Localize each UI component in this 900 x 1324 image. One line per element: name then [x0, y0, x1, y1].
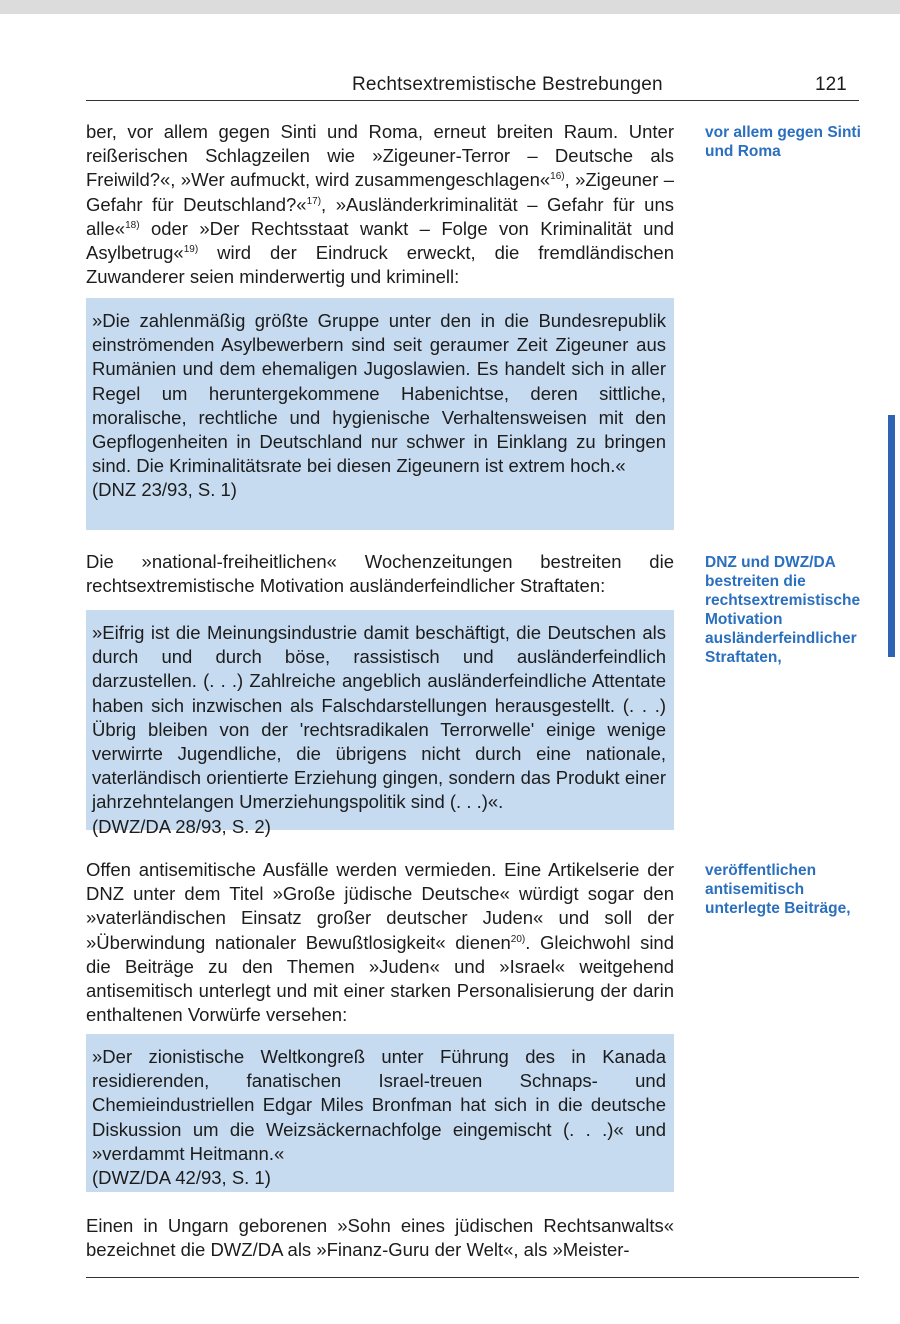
footnote-ref-18: 18) — [125, 219, 140, 231]
paragraph-text: wird der Eindruck erweckt, die fremdländischen Zuwanderer seien minderwertig und kriminell: — [86, 242, 674, 288]
paragraph-text: ber, vor allem gegen Sinti und Roma, erneut breiten Raum. Unter reißerischen Schlagzeilen wie »Zigeuner-Terror – Deutsche als Freiwild?«, »Wer aufmuckt, wird zusammengeschlagen« — [86, 121, 674, 191]
quote-block-1 — [86, 298, 674, 530]
paragraph-text: oder »Der Rechtsstaat wankt – Folge von Kriminalität und Asylbetrug« — [86, 217, 674, 264]
margin-note-dnz-dwz: DNZ und DWZ/DA bestreiten die rechtsextremistische Motivation ausländerfeindlicher Straftaten, — [705, 554, 861, 666]
footnote-ref-19: 19) — [183, 243, 199, 255]
quote-source: (DWZ/DA 42/93, S. 1) — [92, 1167, 271, 1189]
paragraph-2: Die »national-freiheitlichen« Wochenzeitungen bestreiten die rechtsextremistische Motivation ausländerfeindlicher Straftaten: — [86, 551, 674, 597]
paragraph-text: , »Ausländerkriminalität – Gefahr für uns alle« — [86, 193, 674, 239]
quote-text: »Der zionistische Weltkongreß unter Führung des in Kanada residierenden, fanatischen Israel-treuen Schnaps- und Chemieindustriellen Edgar Miles Bronfman hat sich in die deutsche Diskussion um die Weizsäckernachfolge eingemischt (. . .)« und »verdammt Heitmann.« — [92, 1046, 666, 1164]
margin-change-bar — [888, 415, 895, 657]
scan-top-edge — [0, 0, 900, 14]
quote-block-3 — [86, 1034, 674, 1192]
quote-text: »Eifrig ist die Meinungsindustrie damit beschäftigt, die Deutschen als durch und durch böse, rassistisch und ausländerfeindlich darzustellen. (. . .) Zahlreiche angeblich ausländerfeindliche Attentate haben sich inzwischen als Falschdarstellungen herausgestellt. (. . .) Übrig bleiben von der 'rechtsradikalen Terrorwelle' einige wenige verwirrte Jugendliche, die übrigens nicht durch eine nationale, vaterländisch orientierte Erziehung gingen, sondern das Produkt einer jahrzehntelangen Umerziehungspolitik sind (. . .)«. — [92, 622, 666, 813]
footnote-ref-16: 16) — [550, 171, 565, 183]
paragraph-text: . Gleichwohl sind die Beiträge zu den Themen »Juden« und »Israel« weitgehend antisemitisch unterlegt und mit einer starken Personalisierung der darin enthaltenen Vorwürfe versehen: — [86, 931, 675, 1026]
quote-source: (DNZ 23/93, S. 1) — [92, 479, 237, 501]
margin-note-sinti-roma: vor allem gegen Sinti und Roma — [705, 124, 861, 160]
header-rule — [86, 100, 859, 101]
paragraph-text: , »Zigeuner – Gefahr für Deutschland?« — [86, 169, 675, 215]
quote-source: (DWZ/DA 28/93, S. 2) — [92, 815, 271, 837]
margin-note-antisemitic: veröffentlichen antisemitisch unterlegte Beiträge, — [705, 862, 851, 917]
footnote-ref-17: 17) — [306, 195, 322, 207]
quote-block-2 — [86, 610, 674, 837]
page-number: 121 — [815, 74, 847, 95]
paragraph-text: Offen antisemitische Ausfälle werden vermieden. Eine Artikelserie der DNZ unter dem Titel »Große jüdische Deutsche« würdigt sogar den »vaterländischen Einsatz großer deutscher Juden« und soll der »Überwindung nationaler Bewußtlosigkeit« dienen — [86, 859, 674, 953]
paragraph-3 — [86, 858, 674, 1027]
quote-text: »Die zahlenmäßig größte Gruppe unter den in die Bundesrepublik einströmenden Asylbewerbern sind seit geraumer Zeit Zigeuner aus Rumänien und dem ehemaligen Jugoslawien. Es handelt sich in aller Regel um heruntergekommene Habenichtse, deren sittliche, moralische, rechtliche und hygienische Verhaltensweisen mit den Gepflogenheiten in Deutschland nur schwer in Einklang zu bringen sind. Die Kriminalitätsrate bei diesen Zigeunern ist extrem hoch.« — [92, 310, 666, 477]
running-title: Rechtsextremistische Bestrebungen — [352, 74, 663, 95]
paragraph-4: Einen in Ungarn geborenen »Sohn eines jüdischen Rechtsanwalts« bezeichnet die DWZ/DA als »Finanz-Guru der Welt«, als »Meister- — [86, 1215, 674, 1261]
footnote-ref-20: 20) — [510, 933, 526, 945]
footer-rule — [86, 1277, 859, 1278]
paragraph-1 — [86, 120, 674, 289]
